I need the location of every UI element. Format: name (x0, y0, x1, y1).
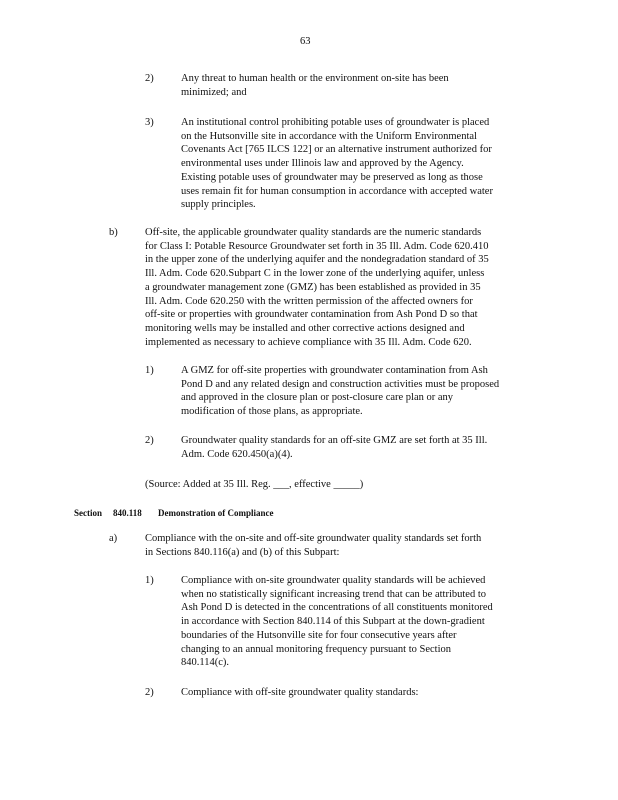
paragraph-line: Ill. Adm. Code 620.Subpart C in the lower zone of the underlying aquifer, unless (145, 268, 485, 280)
page-number: 63 (300, 36, 311, 47)
section-number: 840.118 (113, 508, 142, 518)
paragraph-line: when no statistically significant increasing trend that can be attributed to (181, 588, 486, 600)
paragraph-line: off-site or properties with groundwater contamination from Ash Pond D so that (145, 309, 478, 321)
item-2-number: 2) (145, 73, 154, 84)
paragraph-line: changing to an annual monitoring frequency pursuant to Section (181, 643, 452, 655)
paragraph-line: in Sections 840.116(a) and (b) of this Subpart: (145, 546, 340, 558)
section-title: Demonstration of Compliance (158, 508, 274, 518)
item-a2-paragraph (181, 686, 531, 700)
paragraph-line: A GMZ for off-site properties with groundwater contamination from Ash (181, 365, 488, 376)
section-label: Section (74, 508, 102, 518)
item-3-paragraph (181, 116, 536, 212)
paragraph-line: Compliance with on-site groundwater quality standards will be achieved (181, 575, 486, 586)
item-b-paragraph (145, 226, 537, 349)
paragraph-line: for Class I: Potable Resource Groundwater set forth in 35 Ill. Adm. Code 620.410 (145, 240, 489, 252)
paragraph-line: An institutional control prohibiting potable uses of groundwater is placed (181, 117, 490, 128)
paragraph-line: environmental uses under Illinois law and approved by the Agency. (181, 158, 464, 170)
paragraph-line: Compliance with off-site groundwater quality standards: (181, 687, 419, 698)
paragraph-line: Any threat to human health or the environment on-site has been (181, 73, 449, 84)
paragraph-line: monitoring wells may be installed and other corrective actions designed and (145, 322, 465, 334)
item-a-paragraph (145, 532, 529, 559)
paragraph-line: boundaries of the Hutsonville site for four consecutive years after (181, 629, 457, 641)
paragraph-line: 840.114(c). (181, 657, 230, 669)
paragraph-line: Groundwater quality standards for an off-site GMZ are set forth at 35 Ill. (181, 435, 488, 446)
paragraph-line: in the upper zone of the underlying aquifer and the nondegradation standard of 35 (145, 254, 489, 266)
paragraph-line: modification of those plans, as appropriate. (181, 406, 363, 418)
paragraph-line: implemented as necessary to achieve compliance with 35 Ill. Adm. Code 620. (145, 336, 472, 348)
paragraph-line: supply principles. (181, 199, 256, 211)
item-2-paragraph (181, 72, 536, 99)
paragraph-line: Off-site, the applicable groundwater quality standards are the numeric standards (145, 227, 482, 238)
paragraph-line: uses remain fit for human consumption in accordance with accepted water (181, 185, 493, 197)
item-a1-number: 1) (145, 575, 154, 586)
item-b-number: b) (109, 227, 118, 238)
paragraph-line: and approved in the closure plan or post-closure care plan or any (181, 392, 454, 404)
paragraph-line: Ash Pond D is detected in the concentrations of all constituents monitored (181, 602, 493, 614)
paragraph-line: on the Hutsonville site in accordance with the Uniform Environmental (181, 130, 477, 142)
item-a1-paragraph (181, 574, 531, 670)
item-b1-number: 1) (145, 365, 154, 376)
paragraph-line: Existing potable uses of groundwater may be preserved as long as those (181, 171, 483, 183)
paragraph-line: Adm. Code 620.450(a)(4). (181, 448, 293, 460)
item-b2-number: 2) (145, 435, 154, 446)
paragraph-line: Compliance with the on-site and off-site groundwater quality standards set forth (145, 533, 482, 544)
paragraph-line: Pond D and any related design and construction activities must be proposed (181, 378, 500, 390)
paragraph-line: Covenants Act [765 ILCS 122] or an alternative instrument authorized for (181, 144, 492, 156)
source-note: (Source: Added at 35 Ill. Reg. ___, effective _____) (145, 479, 364, 490)
item-b2-paragraph (181, 434, 533, 461)
item-b1-paragraph (181, 364, 537, 419)
paragraph-line: a groundwater management zone (GMZ) has been established as provided in 35 (145, 281, 481, 293)
paragraph-line: minimized; and (181, 86, 247, 98)
item-a2-number: 2) (145, 687, 154, 698)
item-a-number: a) (109, 533, 118, 544)
paragraph-line: Ill. Adm. Code 620.250 with the written permission of the affected owners for (145, 295, 473, 307)
paragraph-line: in accordance with Section 840.114 of this Subpart at the down-gradient (181, 616, 485, 628)
item-3-number: 3) (145, 117, 154, 128)
